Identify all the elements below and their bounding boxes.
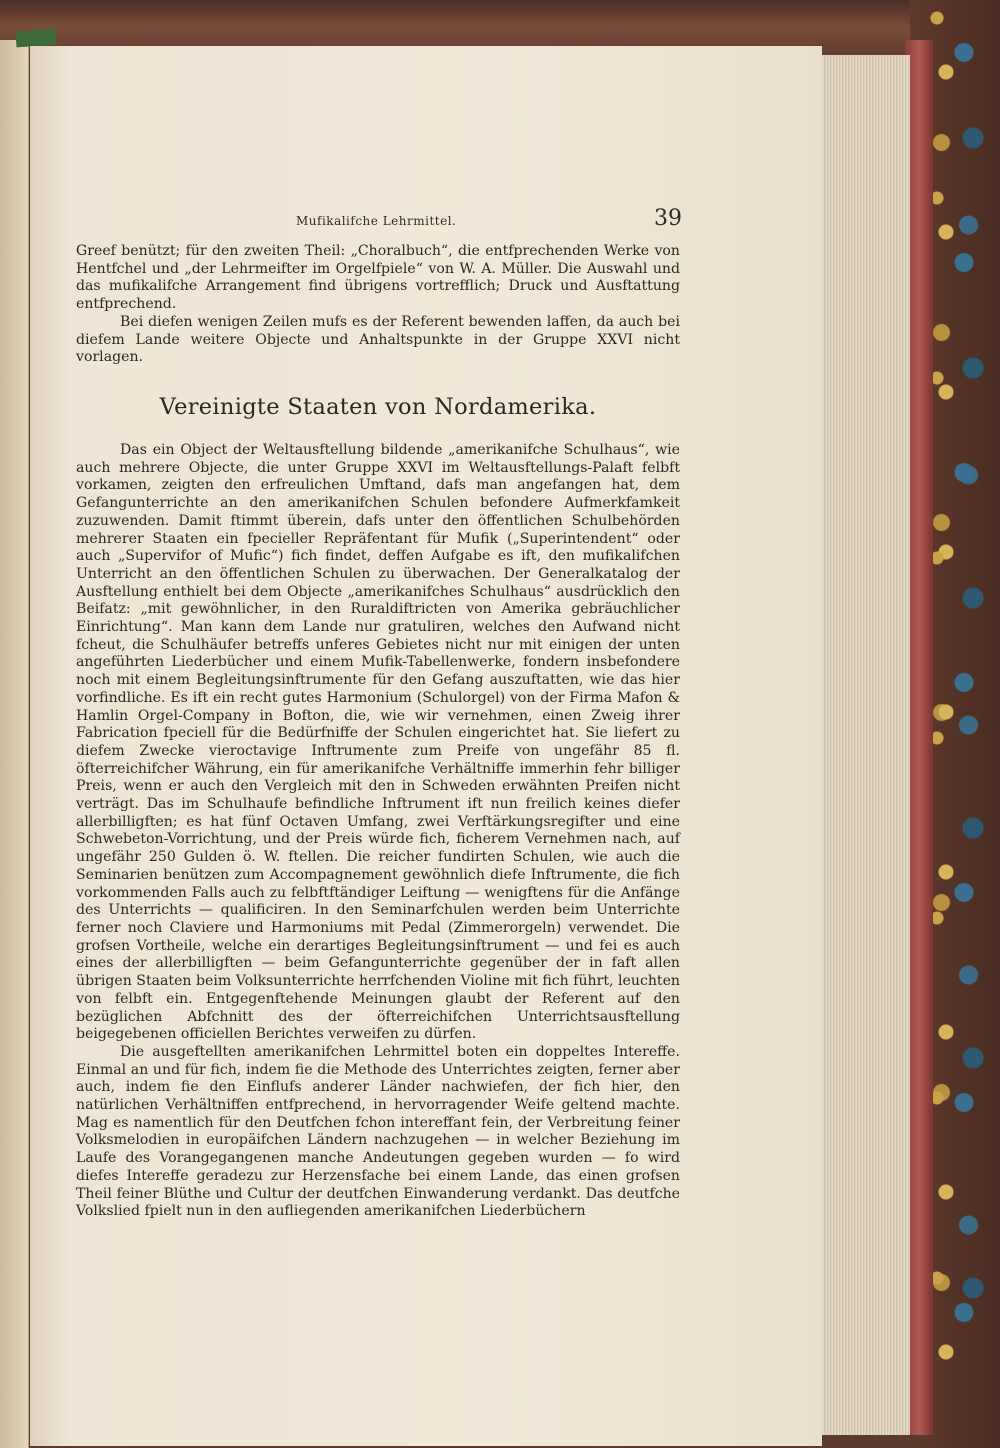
paragraph: Bei diefen wenigen Zeilen mufs es der Referent bewenden laffen, da auch bei diefem Lande weitere Objecte und Anhaltspunkte in der Gruppe XXVI nicht vorlagen. [76, 313, 680, 366]
bookmark-ribbon [15, 29, 56, 48]
page-block-edge [820, 55, 910, 1435]
running-head: Mufikalifche Lehrmittel. [296, 214, 457, 228]
paragraph: Das ein Object der Weltausftellung bildende „amerikanifche Schulhaus“, wie auch mehrere Objecte, die unter Gruppe XXVI im Weltausftellungs-Palaft felbft vorkamen, zeigten den erfreulichen Umftand, dafs man angefangen hat, dem Gefangunterrichte an den amerikanifchen Schulen befondere Aufmerkfamkeit zuzuwenden. Damit ftimmt überein, dafs unter den öffentlichen Schulbehörden mehrerer Staaten ein fpecieller Repräfentant für Mufik („Superintendent“ oder auch „Supervifor of Mufic“) fich findet, deffen Aufgabe es ift, den mufikalifchen Unterricht an den öffentlichen Schulen zu überwachen. Der Generalkatalog der Ausftellung enthielt bei dem Objecte „amerikanifches Schulhaus“ ausdrücklich den Beifatz: „mit gewöhnlicher, in den Ruraldiftricten von Amerika gebräuchlicher Einrichtung“. Man kann dem Lande nur gratuliren, welches den Aufwand nicht fcheut, die Schulhäufer betreffs unferes Gebietes nicht nur mit einigen der unten angeführten Liederbücher und einem Mufik-Tabellenwerke, fondern insbefondere noch mit einem Begleitungsinftrumente für den Gefang auszuftatten, wie das hier vorfindliche. Es ift ein recht gutes Harmonium (Schulorgel) von der Firma Mafon & Hamlin Orgel-Company in Bofton, die, wie wir vernehmen, einen Zweig ihrer Fabrication fpeciell für die Bedürfniffe der Schulen eingerichtet hat. Sie liefert zu diefem Zwecke vieroctavige Inftrumente zum Preife von ungefähr 85 fl. öfterreichifcher Währung, ein für amerikanifche Verhältniffe immerhin fehr billiger Preis, wenn er auch den Vergleich mit den in Schweden erwähnten Preifen nicht verträgt. Das im Schulhaufe befindliche Inftrument ift nun freilich keines diefer allerbilligften; es hat fünf Octaven Umfang, zwei Verftärkungsregifter und eine Schwebeton-Vorrichtung, und der Preis würde fich, ficherem Vernehmen nach, auf ungefähr 250 Gulden ö. W. ftellen. Die reicher fundirten Schulen, wie auch die Seminarien benützen zum Accompagnement gewöhnlich diefe Inftrumente, die fich vorkommenden Falls auch zu felbftftändiger Leiftung — wenigftens für die Anfänge des Unterrichts — qualificiren. In den Seminarfchulen werden beim Unterrichte ferner noch Claviere und Harmoniums mit Pedal (Zimmerorgeln) verwendet. Die grofsen Vortheile, welche ein derartiges Begleitungsinftrument — und fei es auch eines der allerbilligften — beim Gefangunterrichte gegenüber der in faft allen übrigen Staaten beim Volksunterrichte herrfchenden Violine mit fich führt, leuchten von felbft ein. Entgegenftehende Meinungen glaubt der Referent auf den bezüglichen Abfchnitt des der öfterreichifchen Unterrichtsausftellung beigegebenen officiellen Berichtes verweifen zu dürfen. [76, 442, 680, 1043]
intro-text [76, 243, 680, 367]
page-number: 39 [654, 206, 682, 231]
paragraph: Die ausgeftellten amerikanifchen Lehrmittel boten ein doppeltes Intereffe. Einmal an und für fich, indem fie die Methode des Unterrichtes zeigten, ferner aber auch, indem fie den Einflufs anderer Länder nachwiefen, der fich hier, den natürlichen Verhältniffen entfprechend, in hervorragender Weife geltend machte. Mag es namentlich für den Deutfchen fchon intereffant fein, der Verbreitung feiner Volksmelodien in europäifchen Ländern nachzugehen — in welcher Beziehung im Laufe des Vorangegangenen manche Andeutungen gegeben wurden — fo wird diefes Intereffe geradezu zur Herzensfache bei einem Lande, das einen grofsen Theil feiner Blüthe und Cultur der deutfchen Einwanderung verdankt. Das deutfche Volkslied fpielt nun in den aufliegenden amerikanifchen Liederbüchern [76, 1043, 680, 1220]
body-text [76, 442, 680, 1221]
paragraph: Greef benützt; für den zweiten Theil: „Choralbuch“, die entfprechenden Werke von Hentfchel und „der Lehrmeifter im Orgelfpiele“ von W. A. Müller. Die Auswahl und das mufikalifche Arrangement find übrigens vortrefflich; Druck und Ausftattung entfprechend. [76, 243, 680, 313]
page-header [290, 206, 682, 230]
left-page-edge [0, 40, 29, 1448]
section-heading: Vereinigte Staaten von Nordamerika. [159, 394, 597, 420]
